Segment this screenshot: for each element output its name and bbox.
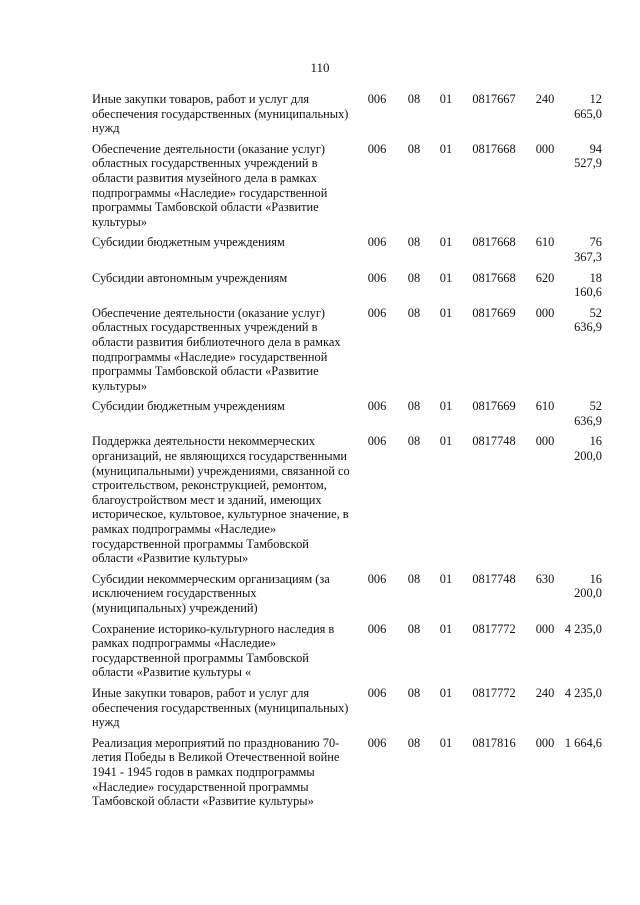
expense-type-code: 610	[535, 235, 555, 250]
ministry-code: 006	[367, 305, 387, 320]
amount: 4 235,0	[564, 685, 602, 700]
target-article-code: 0817772	[472, 685, 516, 700]
target-article-code: 0817816	[472, 735, 516, 750]
subsection-code: 01	[439, 735, 453, 750]
section-code: 08	[407, 270, 421, 285]
subsection-code: 01	[439, 92, 453, 106]
table-row	[92, 142, 612, 236]
expense-type-code: 620	[535, 270, 555, 285]
amount: 52 636,9	[574, 305, 602, 335]
table-row	[92, 622, 612, 686]
amount: 76 367,3	[574, 235, 602, 264]
section-code: 08	[407, 685, 421, 700]
ministry-code: 006	[367, 571, 387, 586]
row-name: Сохранение историко-культурного наследия в рамках подпрограммы «Наследие» государственной программы Тамбовской области «Развитие культуры «	[92, 621, 335, 680]
ministry-code: 006	[367, 270, 387, 285]
ministry-code: 006	[367, 92, 387, 106]
page-number: 110	[310, 60, 330, 75]
section-code: 08	[407, 141, 421, 156]
subsection-code: 01	[439, 305, 453, 320]
target-article-code: 0817748	[472, 571, 516, 586]
section-code: 08	[407, 571, 421, 586]
target-article-code: 0817668	[472, 141, 516, 156]
budget-table-body	[92, 92, 612, 815]
table-row	[92, 235, 612, 270]
target-article-code: 0817772	[472, 621, 516, 636]
target-article-code: 0817668	[472, 270, 516, 285]
ministry-code: 006	[367, 141, 387, 156]
section-code: 08	[407, 399, 421, 414]
row-name: Поддержка деятельности некоммерческих организаций, не являющихся государственными (муниципальными) учреждениями, связанной со строительством, реконструкцией, ремонтом, благоустройством мест и зданий, имеющих историческое, культовое, культурное значение, в рамках подпрограммы «Наследие» государственной программы Тамбовской области «Развитие культуры»	[92, 434, 350, 566]
ministry-code: 006	[367, 621, 387, 636]
target-article-code: 0817669	[472, 399, 516, 414]
row-name: Субсидии некоммерческим организациям (за исключением государственных (муниципальных) учреждений)	[92, 571, 330, 615]
expense-type-code: 000	[535, 141, 555, 156]
table-row	[92, 92, 612, 142]
amount: 16 200,0	[574, 571, 602, 601]
table-row	[92, 271, 612, 306]
section-code: 08	[407, 305, 421, 320]
table-row	[92, 399, 612, 434]
amount: 1 664,6	[564, 735, 602, 750]
row-name: Субсидии бюджетным учреждениям	[92, 235, 285, 250]
table-row	[92, 434, 612, 571]
row-name: Иные закупки товаров, работ и услуг для обеспечения государственных (муниципальных) нужд	[92, 92, 349, 136]
row-name: Обеспечение деятельности (оказание услуг) областных государственных учреждений в области развития библиотечного дела в рамках подпрограммы «Наследие» государственной программы Тамбовской области «Развитие культуры»	[92, 305, 341, 393]
subsection-code: 01	[439, 571, 453, 586]
expense-type-code: 240	[535, 92, 555, 106]
amount: 16 200,0	[574, 434, 602, 464]
target-article-code: 0817669	[472, 305, 516, 320]
row-name: Обеспечение деятельности (оказание услуг) областных государственных учреждений в области развития музейного дела в рамках подпрограммы «Наследие» государственной программы Тамбовской области «Развитие культуры»	[92, 141, 328, 229]
ministry-code: 006	[367, 434, 387, 449]
table-row	[92, 306, 612, 400]
subsection-code: 01	[439, 141, 453, 156]
expense-type-code: 000	[535, 305, 555, 320]
amount: 12 665,0	[574, 92, 602, 121]
budget-table	[92, 92, 612, 815]
section-code: 08	[407, 235, 421, 250]
expense-type-code: 000	[535, 735, 555, 750]
target-article-code: 0817748	[472, 434, 516, 449]
target-article-code: 0817668	[472, 235, 516, 250]
row-name: Иные закупки товаров, работ и услуг для обеспечения государственных (муниципальных) нужд	[92, 685, 349, 730]
subsection-code: 01	[439, 621, 453, 636]
target-article-code: 0817667	[472, 92, 516, 106]
row-name: Субсидии бюджетным учреждениям	[92, 399, 285, 414]
amount: 94 527,9	[574, 141, 602, 171]
expense-type-code: 630	[535, 571, 555, 586]
subsection-code: 01	[439, 235, 453, 250]
table-row	[92, 686, 612, 736]
row-name: Реализация мероприятий по празднованию 70-летия Победы в Великой Отечественной войне 1941 - 1945 годов в рамках подпрограммы «Наследие» государственной программы Тамбовской области «Развитие культуры»	[92, 735, 340, 809]
expense-type-code: 000	[535, 434, 555, 449]
amount: 4 235,0	[564, 621, 602, 636]
table-row	[92, 572, 612, 622]
expense-type-code: 000	[535, 621, 555, 636]
section-code: 08	[407, 621, 421, 636]
row-name: Субсидии автономным учреждениям	[92, 270, 288, 285]
expense-type-code: 240	[535, 685, 555, 700]
subsection-code: 01	[439, 270, 453, 285]
expense-type-code: 610	[535, 399, 555, 414]
section-code: 08	[407, 735, 421, 750]
subsection-code: 01	[439, 434, 453, 449]
ministry-code: 006	[367, 235, 387, 250]
amount: 18 160,6	[574, 270, 602, 300]
ministry-code: 006	[367, 399, 387, 414]
subsection-code: 01	[439, 685, 453, 700]
amount: 52 636,9	[574, 399, 602, 428]
table-row	[92, 736, 612, 815]
ministry-code: 006	[367, 735, 387, 750]
ministry-code: 006	[367, 685, 387, 700]
section-code: 08	[407, 92, 421, 106]
subsection-code: 01	[439, 399, 453, 414]
section-code: 08	[407, 434, 421, 449]
